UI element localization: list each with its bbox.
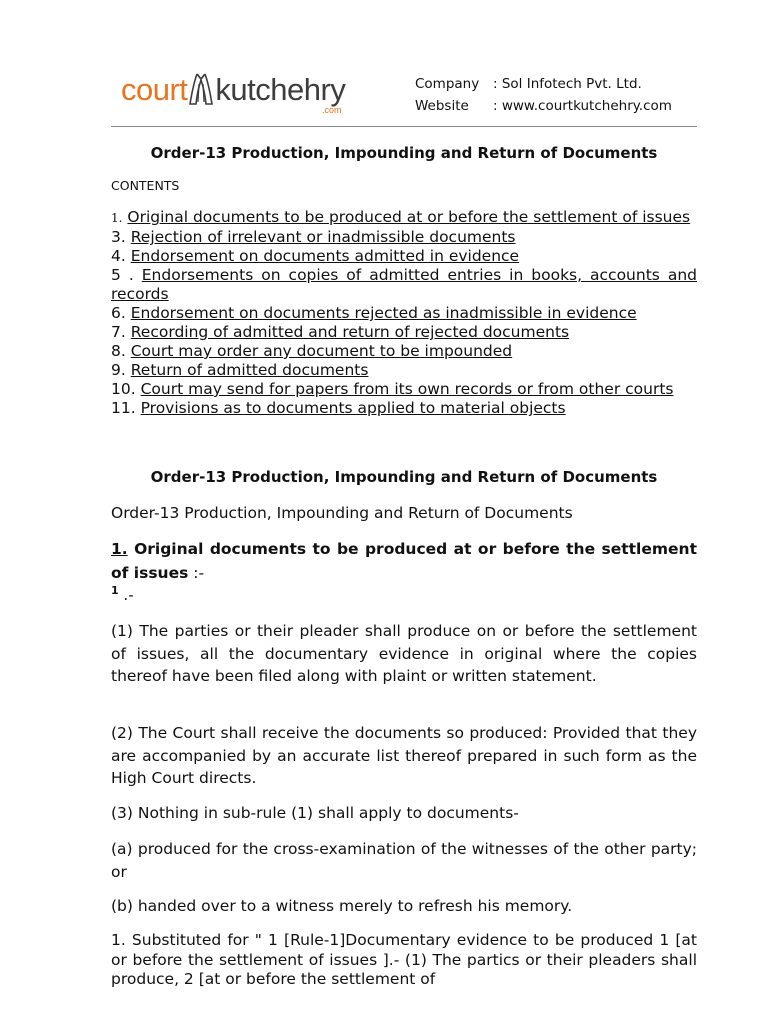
toc-item[interactable]	[111, 247, 697, 266]
toc-item-link[interactable]: Court may send for papers from its own records or from other courts	[140, 380, 674, 398]
toc-item-link[interactable]: Endorsement on documents rejected as inadmissible in evidence	[130, 304, 637, 322]
paragraph-1: (1) The parties or their pleader shall produce on or before the settlement of issues, all the documentary evidence in original where the copies thereof have been filed along with plaint or written statement.	[111, 622, 697, 685]
document-title: Order-13 Production, Impounding and Return of Documents	[150, 144, 658, 162]
paragraph-3: (3) Nothing in sub-rule (1) shall apply to documents-	[111, 804, 519, 822]
website-label: Website	[415, 98, 469, 114]
toc-item-link[interactable]: Provisions as to documents applied to material objects	[140, 399, 566, 417]
company-row	[415, 73, 672, 95]
toc-item-number: 4.	[111, 247, 126, 265]
toc-item[interactable]	[111, 266, 697, 304]
toc-item-number: 6.	[111, 304, 126, 322]
toc-item-link[interactable]: Recording of admitted and return of rejected documents	[130, 323, 570, 341]
toc-item[interactable]	[111, 208, 697, 228]
toc-item[interactable]	[111, 380, 697, 399]
logo-dotcom-text: .com	[322, 105, 342, 115]
website-value[interactable]: : www.courtkutchehry.com	[493, 98, 672, 114]
rule-1-heading-text: Original documents to be produced at or before the settlement of issues	[111, 540, 697, 582]
toc-item-number: 9.	[111, 361, 126, 379]
toc-item-number: 11.	[111, 399, 136, 417]
page-header	[111, 0, 697, 127]
company-info	[415, 73, 672, 117]
paragraph-4: (a) produced for the cross-examination of the witnesses of the other party; or	[111, 840, 697, 881]
logo-kutchehry-text: kutchehry	[215, 72, 346, 107]
toc-item[interactable]	[111, 323, 697, 342]
company-value: : Sol Infotech Pvt. Ltd.	[493, 76, 642, 92]
toc-item[interactable]	[111, 342, 697, 361]
toc-item-link[interactable]: Rejection of irrelevant or inadmissible documents	[130, 228, 516, 246]
toc-item-number: 8.	[111, 342, 126, 360]
toc-item-link[interactable]: Court may order any document to be impounded	[130, 342, 513, 360]
footnote-marker-line	[111, 584, 134, 604]
footnote-marker[interactable]: 1	[111, 584, 119, 597]
rule-1-heading	[111, 537, 697, 585]
toc-item-link[interactable]: Original documents to be produced at or before the settlement of issues	[127, 208, 691, 226]
section-title: Order-13 Production, Impounding and Return of Documents	[150, 468, 658, 486]
contents-label: CONTENTS	[111, 178, 180, 193]
toc-item[interactable]	[111, 228, 697, 247]
toc-item-number: 1.	[111, 211, 123, 225]
rule-1-number[interactable]: 1.	[111, 540, 128, 558]
toc-item[interactable]	[111, 361, 697, 380]
toc-item-number: 7.	[111, 323, 126, 341]
logo-court-text: court	[121, 72, 188, 107]
courtkutchehry-logo	[121, 72, 346, 115]
company-label: Company	[415, 76, 480, 92]
toc-item-link[interactable]: Return of admitted documents	[130, 361, 369, 379]
lawyer-gown-icon	[188, 72, 214, 106]
footnote-marker-tail: .-	[118, 586, 134, 604]
document-page	[111, 0, 697, 988]
toc-item-link[interactable]: Endorsements on copies of admitted entries in books, accounts and records	[111, 266, 697, 303]
website-row	[415, 95, 672, 117]
paragraph-5: (b) handed over to a witness merely to refresh his memory.	[111, 897, 573, 915]
toc-item-number: 5 .	[111, 266, 134, 284]
paragraph-2: (2) The Court shall receive the documents so produced: Provided that they are accompanied by an accurate list thereof prepared in such form as the High Court directs.	[111, 724, 697, 787]
table-of-contents	[111, 208, 697, 418]
section-subtitle: Order-13 Production, Impounding and Return of Documents	[111, 504, 573, 522]
rule-1-heading-suffix: :-	[188, 564, 205, 582]
substitution-footnote: 1. Substituted for " 1 [Rule-1]Documentary evidence to be produced 1 [at or before the settlement of issues ].- (1) The partics or their pleaders shall produce, 2 [at or before the settlement of	[111, 931, 697, 988]
toc-item-link[interactable]: Endorsement on documents admitted in evidence	[130, 247, 520, 265]
toc-item-number: 3.	[111, 228, 126, 246]
toc-item-number: 10.	[111, 380, 136, 398]
toc-item[interactable]	[111, 399, 697, 418]
toc-item[interactable]	[111, 304, 697, 323]
